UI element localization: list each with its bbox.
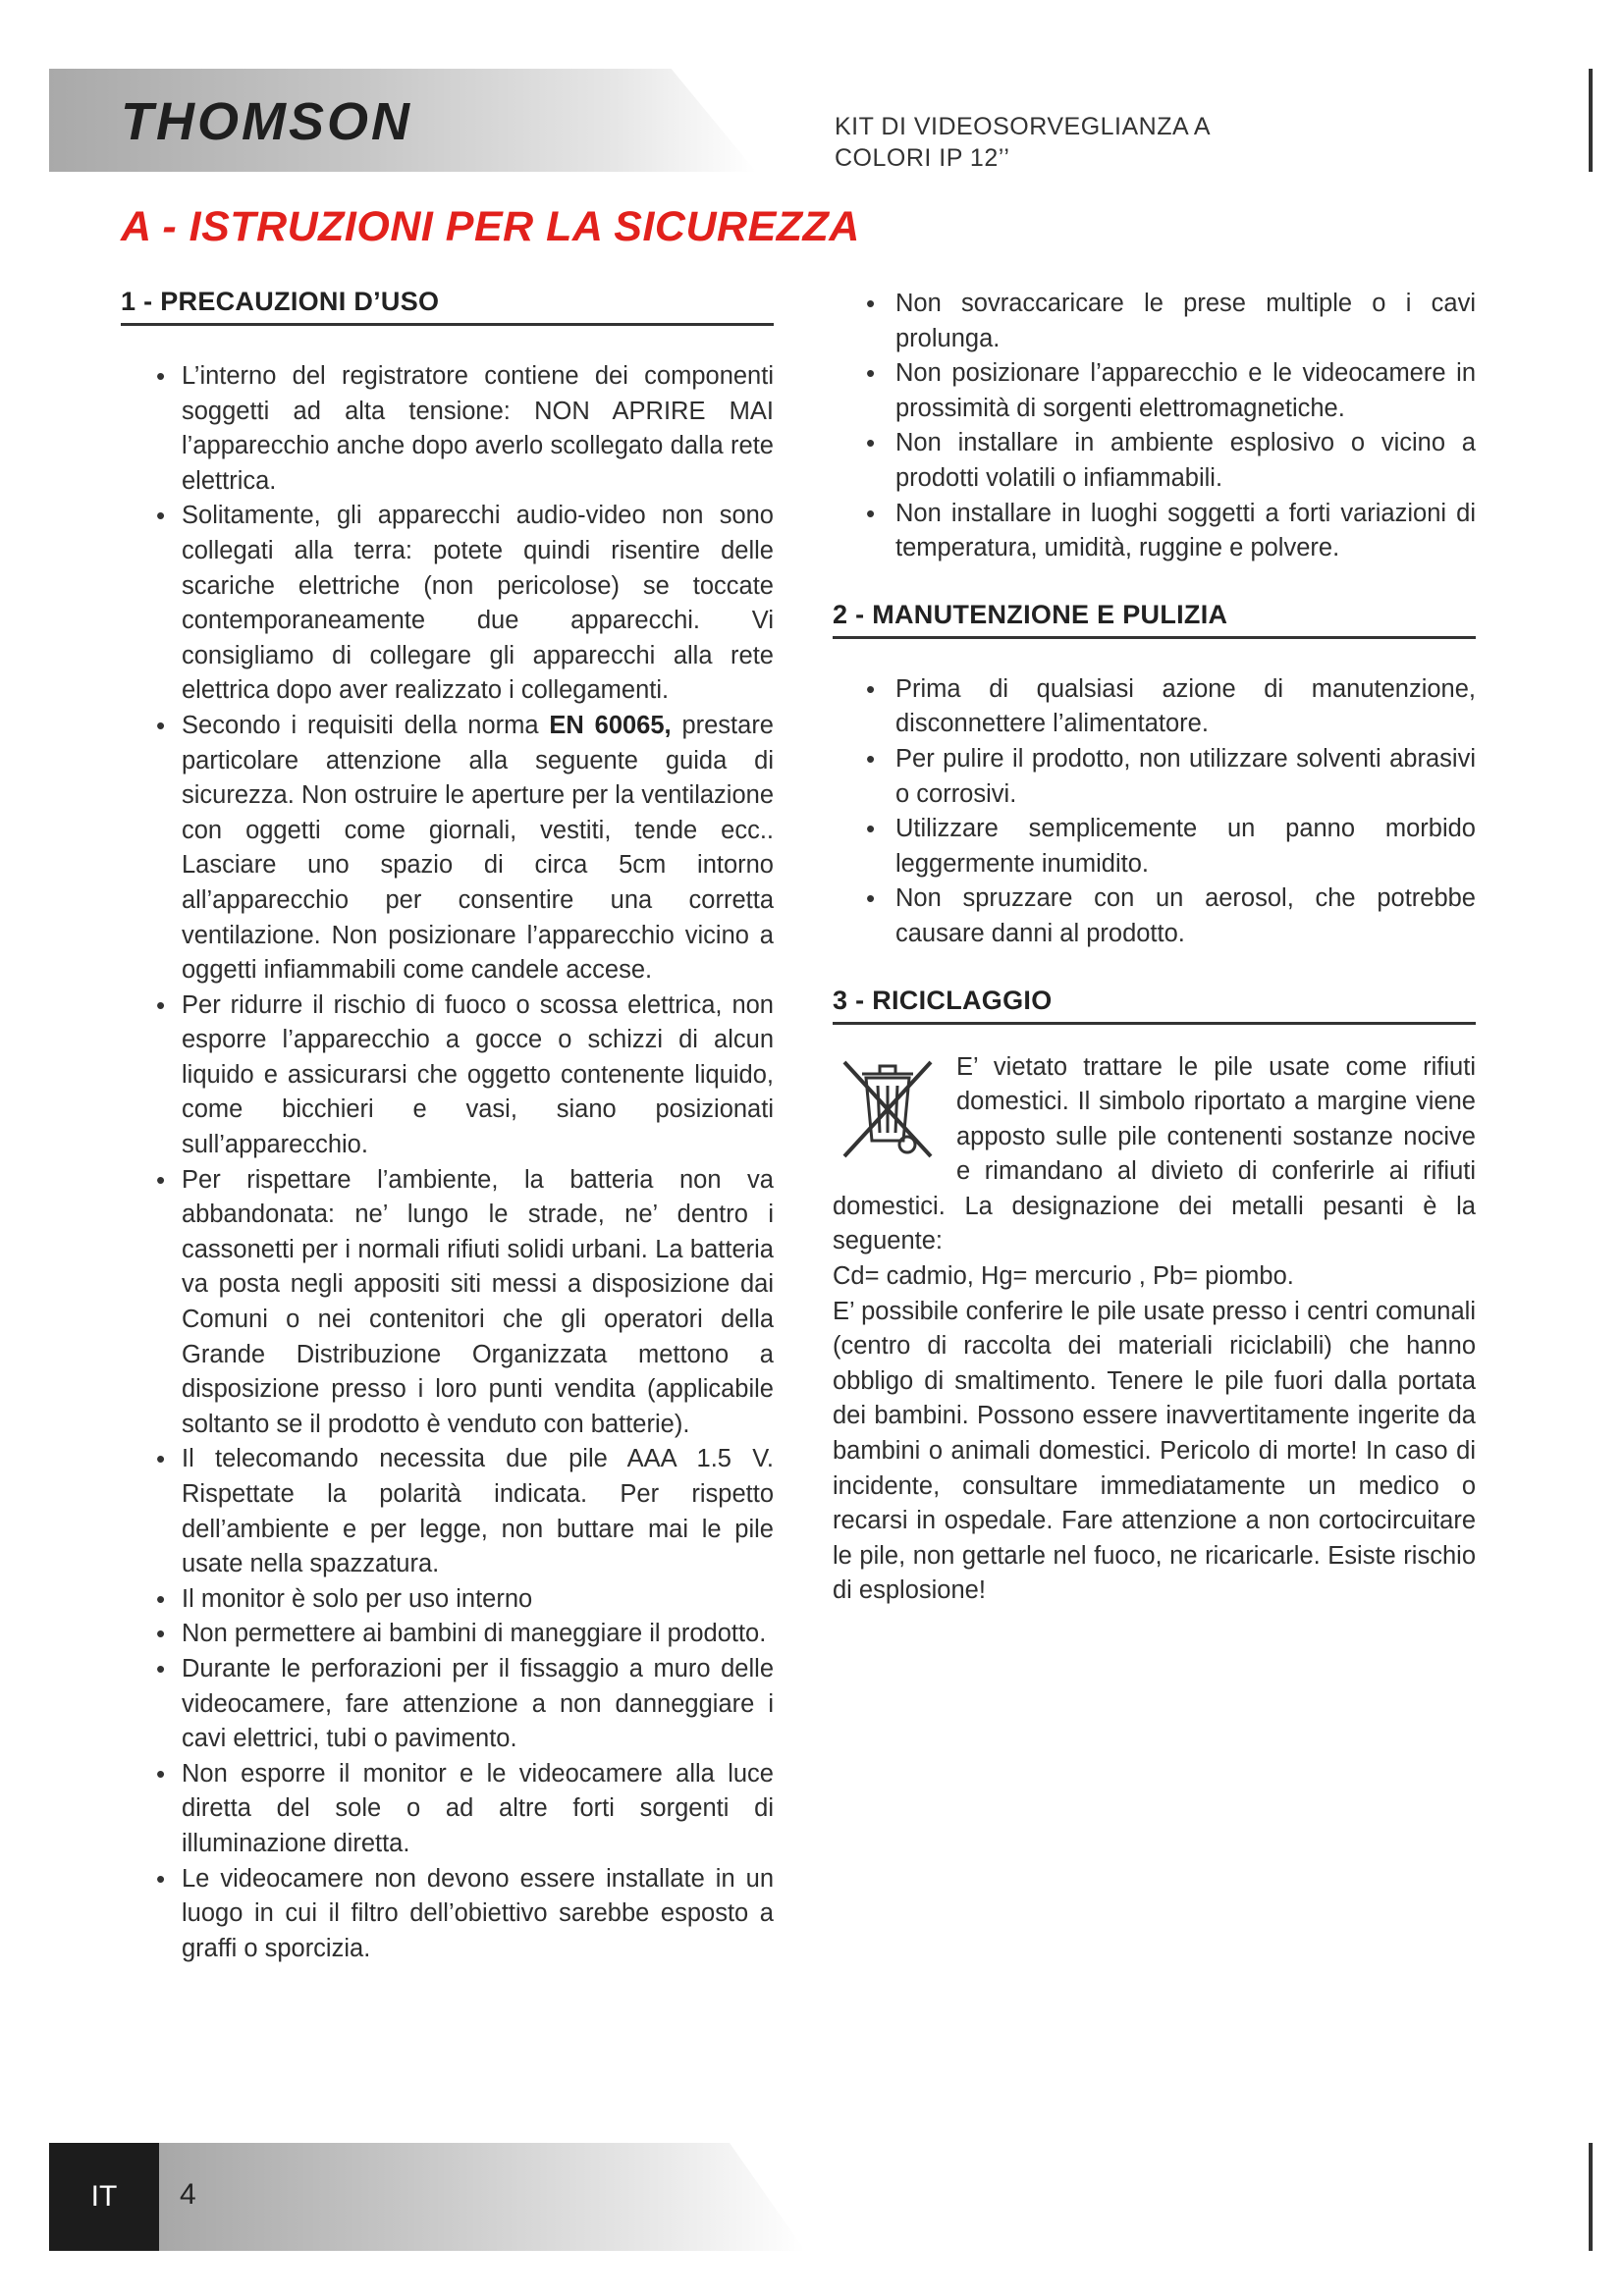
list-item: • Prima di qualsiasi azione di manutenzione, disconnettere l’alimentatore. [833, 672, 1476, 742]
list-item: • Durante le perforazioni per il fissaggio a muro delle videocamere, fare attenzione a non danneggiare i cavi elettrici, tubi o pavimento. [121, 1652, 774, 1757]
edge-mark-bottom [1589, 2143, 1593, 2251]
norm-text-before: Secondo i requisiti della norma [182, 711, 550, 739]
list-item: • Non sovraccaricare le prese multiple o i cavi prolunga. [833, 287, 1476, 356]
list-item: • Solitamente, gli apparecchi audio-video non sono collegati alla terra: potete quindi risentire delle scariche elettriche (non pericolose) se toccate contemporaneamente due apparecchi. Vi consigliamo di collegare gli apparecchi alla rete elettrica dopo aver realizzato i collegamenti. [121, 499, 774, 709]
recycling-paragraph-2: Cd= cadmio, Hg= mercurio , Pb= piombo. [833, 1262, 1294, 1291]
document-title-line2: COLORI IP 12’’ [835, 144, 1010, 172]
list-item: • Per rispettare l’ambiente, la batteria non va abbandonata: ne’ lungo le strade, ne’ dentro i cassonetti per i normali rifiuti solidi urbani. La batteria va posta negli appositi siti messi a disposizione dai Comuni o nei contenitori che gli operatori della Grande Distribuzione Organizzata mettono a disposizione presso i loro punti vendita (applicabile soltanto se il prodotto è venduto con batterie). [121, 1163, 774, 1443]
recycling-paragraph-3: E’ possibile conferire le pile usate presso i centri comunali (centro di raccolta dei materiali riciclabili) che hanno obbligo di smaltimento. Tenere le pile fuori dalla portata dei bambini. Possono essere inavvertitamente ingerite da bambini o animali domestici. Pericolo di morte! In caso di incidente, consultare immediatamente un medico o recarsi in ospedale. Fare attenzione a non cortocircuitare le pile, non gettarle nel fuoco, ne ricaricarle. Esiste rischio di esplosione! [833, 1297, 1476, 1605]
recycling-block [833, 1050, 1476, 1610]
right-column [833, 287, 1476, 1609]
footer-language-tab: IT [49, 2143, 159, 2251]
list-item: • Non permettere ai bambini di maneggiare il prodotto. [121, 1617, 774, 1652]
footer-band [49, 2143, 805, 2251]
recycling-paragraph-1: E’ vietato trattare le pile usate come rifiuti domestici. Il simbolo riportato a margine viene apposto sulle pile contenenti sostanze nocive e rimandano al divieto di conferirle ai rifiuti domestici. La designazione dei metalli pesanti è la seguente: [833, 1052, 1476, 1255]
left-column [121, 287, 774, 1966]
section-heading-precautions: 1 - PRECAUZIONI D’USO [121, 287, 774, 326]
list-item: • Il monitor è solo per uso interno [121, 1582, 774, 1618]
list-item: • Non installare in luoghi soggetti a forti variazioni di temperatura, umidità, ruggine e polvere. [833, 497, 1476, 566]
section-heading-maintenance: 2 - MANUTENZIONE E PULIZIA [833, 600, 1476, 639]
list-item: • Non posizionare l’apparecchio e le videocamere in prossimità di sorgenti elettromagnetiche. [833, 356, 1476, 426]
list-item: • Non installare in ambiente esplosivo o vicino a prodotti volatili o infiammabili. [833, 426, 1476, 496]
list-item: • Utilizzare semplicemente un panno morbido leggermente inumidito. [833, 812, 1476, 881]
document-title-line1: KIT DI VIDEOSORVEGLIANZA A [835, 113, 1212, 140]
list-item: • L’interno del registratore contiene dei componenti soggetti ad alta tensione: NON APRIRE MAI l’apparecchio anche dopo averlo scollegato dalla rete elettrica. [121, 359, 774, 499]
list-item: • Il telecomando necessita due pile AAA 1.5 V. Rispettate la polarità indicata. Per rispetto dell’ambiente e per legge, non buttare mai le pile usate nella spazzatura. [121, 1442, 774, 1581]
norm-reference: EN 60065, [549, 711, 672, 739]
document-title [835, 111, 1247, 174]
page-number: 4 [180, 2178, 196, 2211]
crossed-bin-icon [833, 1054, 943, 1164]
maintenance-list [833, 672, 1476, 952]
main-title: A - ISTRUZIONI PER LA SICUREZZA [121, 203, 860, 250]
brand-logo: THOMSON [121, 92, 412, 151]
list-item: • Non esporre il monitor e le videocamere alla luce diretta del sole o ad altre forti sorgenti di illuminazione diretta. [121, 1757, 774, 1862]
norm-text-after: prestare particolare attenzione alla seguente guida di sicurezza. Non ostruire le aperture per la ventilazione con oggetti come giornali, vestiti, tende ecc.. Lasciare uno spazio di circa 5cm intorno all’apparecchio per consentire una corretta ventilazione. Non posizionare l’apparecchio vicino a oggetti infiammabili come candele accese. [182, 711, 774, 985]
precautions-continued-list [833, 287, 1476, 566]
list-item: • Per pulire il prodotto, non utilizzare solventi abrasivi o corrosivi. [833, 742, 1476, 812]
list-item: • Non spruzzare con un aerosol, che potrebbe causare danni al prodotto. [833, 881, 1476, 951]
list-item [121, 709, 774, 988]
list-item: • Per ridurre il rischio di fuoco o scossa elettrica, non esporre l’apparecchio a gocce o schizzi di alcun liquido e assicurarsi che oggetto contenente liquido, come bicchieri e vasi, siano posizionati sull’apparecchio. [121, 988, 774, 1163]
precautions-list [121, 359, 774, 1966]
list-item: • Le videocamere non devono essere installate in un luogo in cui il filtro dell’obiettivo sarebbe esposto a graffi o sporcizia. [121, 1862, 774, 1967]
section-heading-recycling: 3 - RICICLAGGIO [833, 986, 1476, 1025]
edge-mark-top [1589, 69, 1593, 172]
